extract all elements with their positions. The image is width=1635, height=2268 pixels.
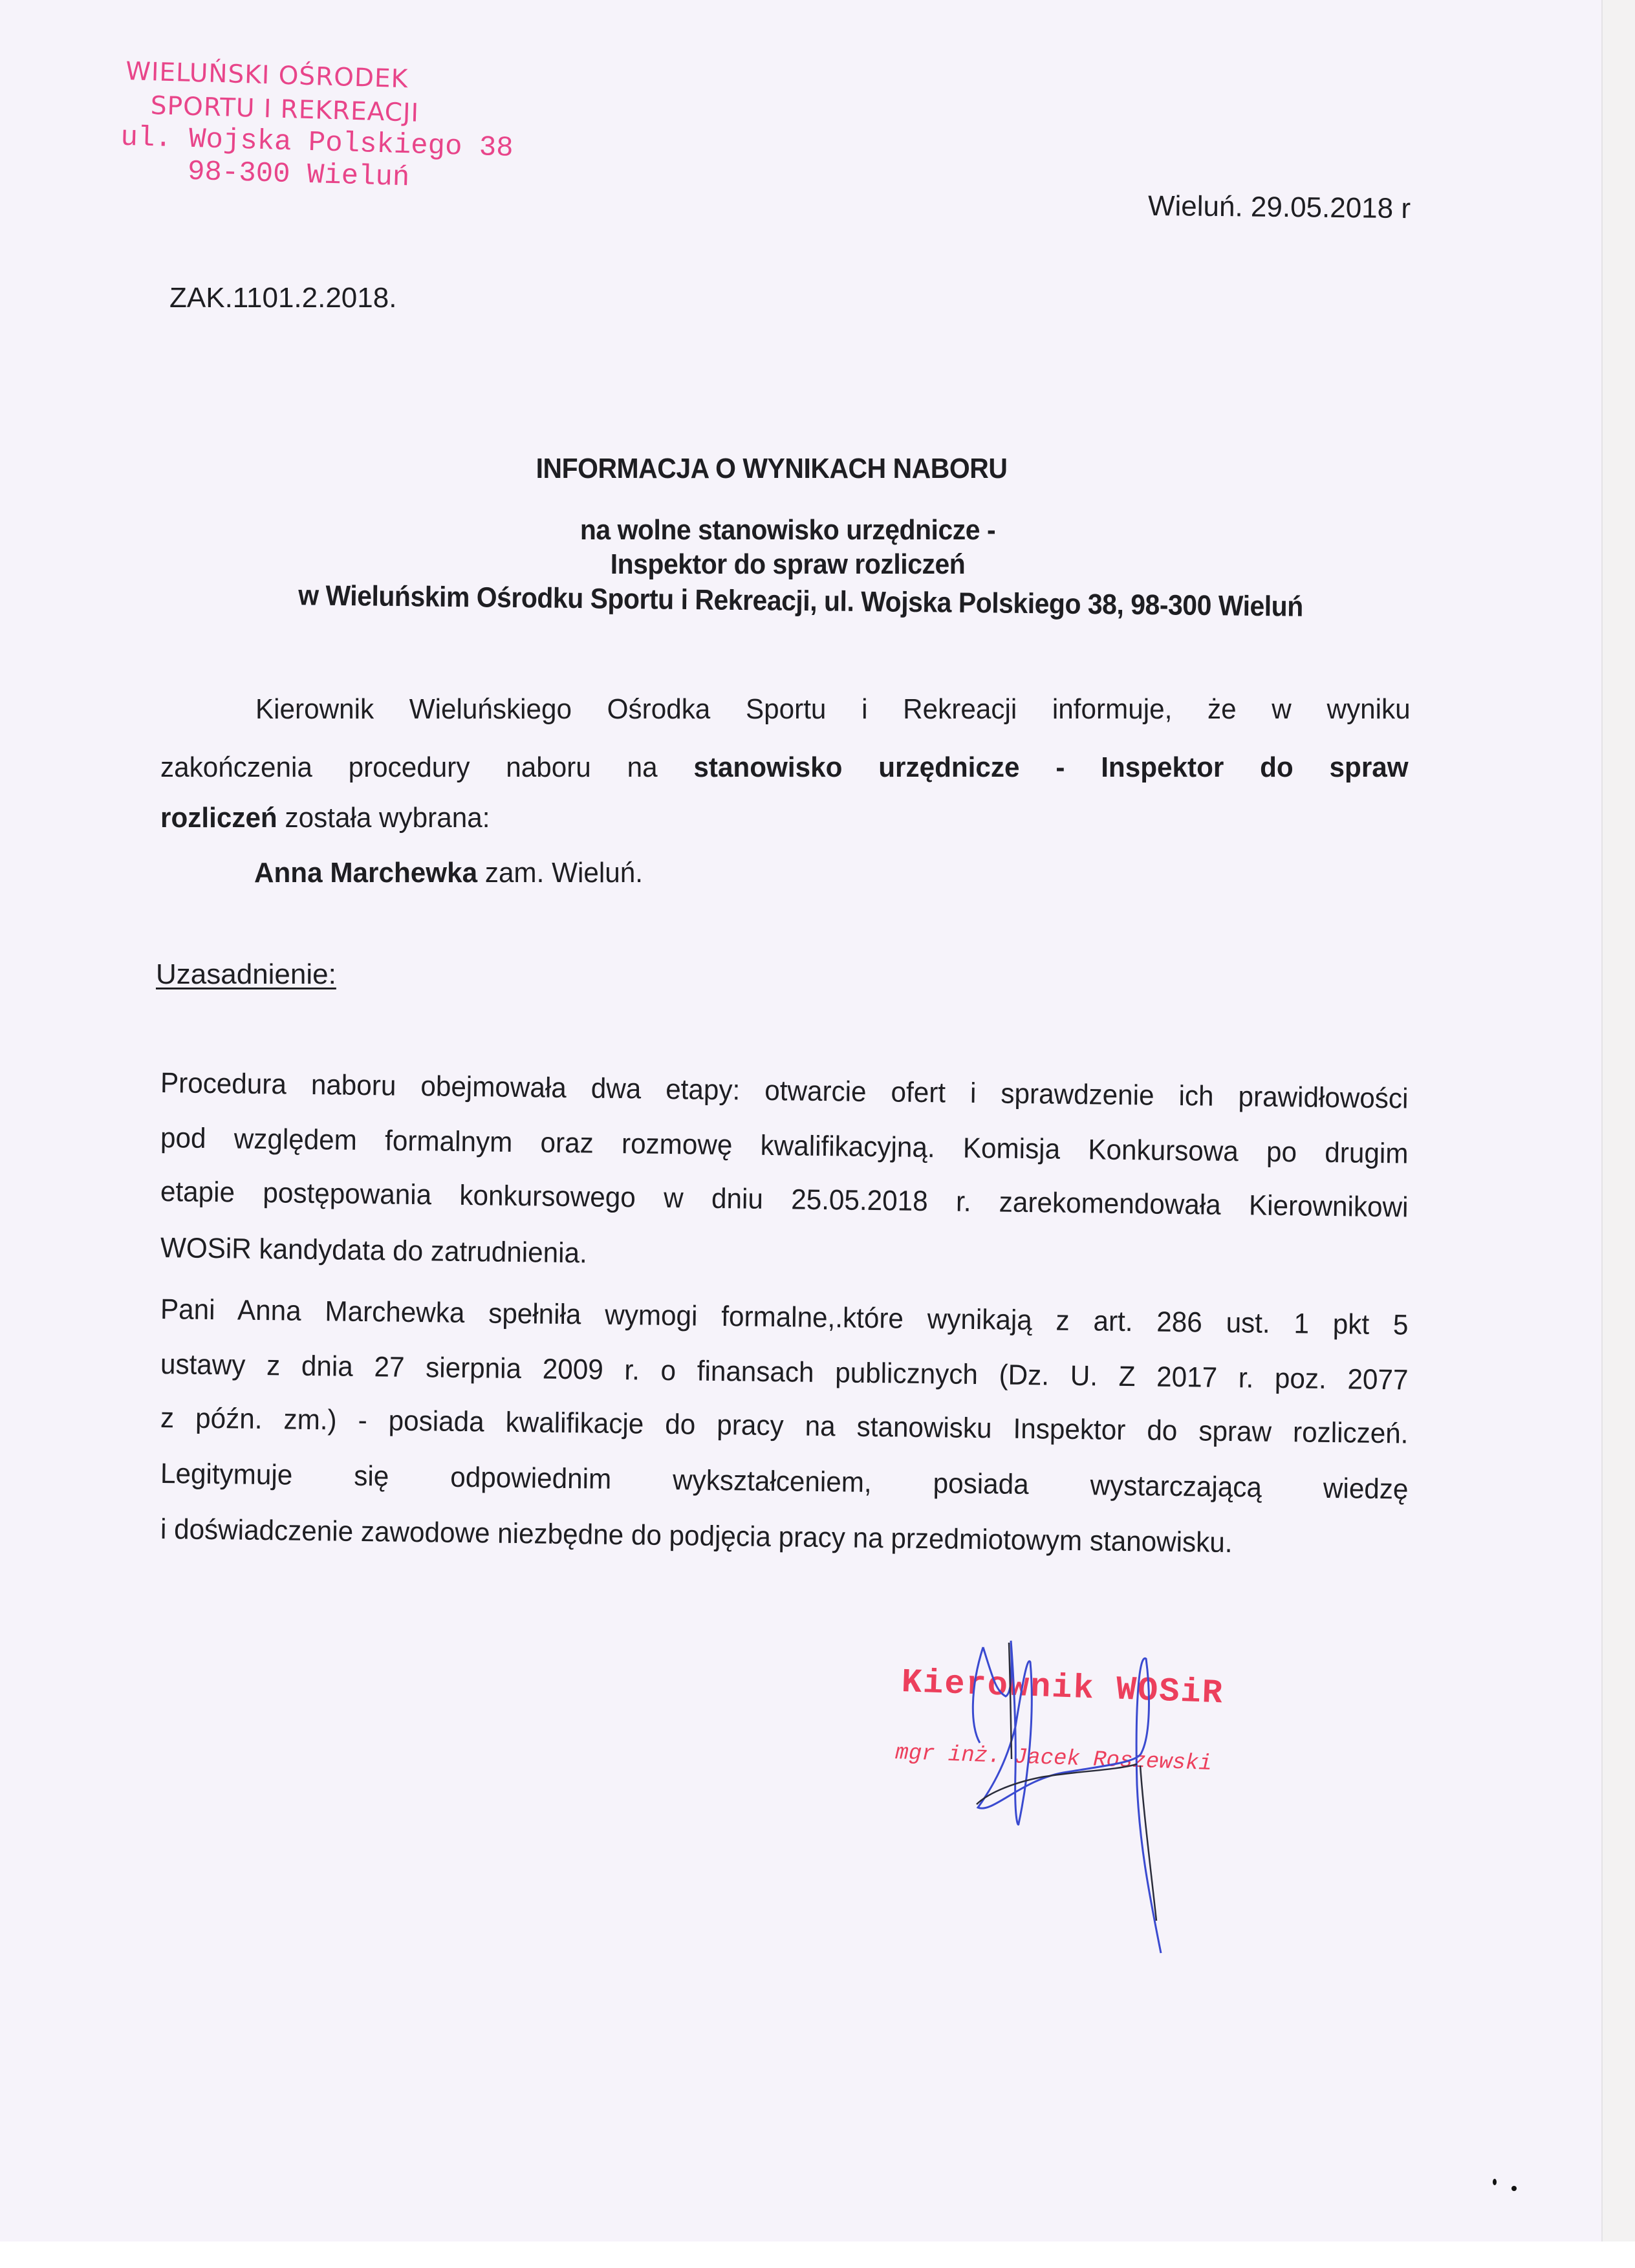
date-line: Wieluń. 29.05.2018 r [1147,189,1411,225]
title-line-3: Inspektor do spraw rozliczeń [610,548,966,580]
stamp-line-1: WIELUŃSKI OŚRODEK [125,57,409,94]
intro-position-bold-end: rozliczeń [160,802,277,834]
justification-line: Pani Anna Marchewka spełniła wymogi formalne,.które wynikają z art. 286 ust. 1 pkt 5 [160,1293,1409,1341]
signature-stroke-dark [977,1643,1156,1921]
candidate-residence: zam. Wieluń. [477,857,643,889]
selected-candidate [254,857,1502,889]
justification-line: pod względem formalnym oraz rozmowę kwalifikacyjną. Komisja Konkursowa po drugim [160,1122,1409,1170]
justification-heading: Uzasadnienie: [156,958,336,990]
signature-stroke-blue [973,1641,1161,1953]
stamp-line-2: SPORTU I REKREACJI [150,91,420,128]
signature-stamp-title: Kierownik WOSiR [900,1663,1224,1713]
intro-text-2: zakończenia procedury naboru na [160,751,694,783]
justification-line: Legitymuje się odpowiednim wykształceniem, posiada wystarczającą wiedzę [160,1458,1409,1506]
reference-number: ZAK.1101.2.2018. [169,282,397,314]
intro-line-1 [255,693,1411,726]
intro-text-3: została wybrana: [277,802,490,834]
justification-line: ustawy z dnia 27 sierpnia 2009 r. o finansach publicznych (Dz. U. Z 2017 r. poz. 2077 [160,1348,1409,1396]
stamp-line-4: 98-300 Wieluń [187,155,410,195]
intro-line-2 [160,751,1409,784]
candidate-name: Anna Marchewka [254,857,478,889]
intro-position-bold: stanowisko urzędnicze - Inspektor do spraw [693,751,1409,783]
justification-line: Procedura naboru obejmowała dwa etapy: otwarcie ofert i sprawdzenie ich prawidłowości [160,1067,1409,1115]
scan-edge [1601,0,1635,2241]
justification-line: WOSiR kandydata do zatrudnienia. [160,1232,588,1269]
signature-stamp-name: mgr inż. Jacek Roszewski [894,1741,1213,1777]
title-line-2: na wolne stanowisko urzędnicze - [579,514,996,546]
stamp-line-3: ul. Wojska Polskiego 38 [120,121,514,165]
justification-line: i doświadczenie zawodowe niezbędne do podjęcia pracy na przedmiotowym stanowisku. [160,1513,1233,1559]
justification-line: z późn. zm.) - posiada kwalifikacje do pracy na stanowisku Inspektor do spraw rozliczeń. [160,1402,1409,1450]
title-heading: INFORMACJA O WYNIKACH NABORU [536,453,1008,484]
title-line-4: w Wieluńskim Ośrodku Sportu i Rekreacji, ul. Wojska Polskiego 38, 98-300 Wieluń [298,579,1303,623]
intro-text-1: Kierownik Wieluńskiego Ośrodka Sportu i Rekreacji informuje, że w wyniku [255,693,1411,725]
justification-line: etapie postępowania konkursowego w dniu 25.05.2018 r. zarekomendowała Kierownikowi [160,1176,1409,1224]
scan-speck [1511,2186,1517,2191]
intro-line-3 [160,802,1409,834]
handwritten-signature [873,1617,1326,1979]
scan-speck [1493,2179,1497,2185]
